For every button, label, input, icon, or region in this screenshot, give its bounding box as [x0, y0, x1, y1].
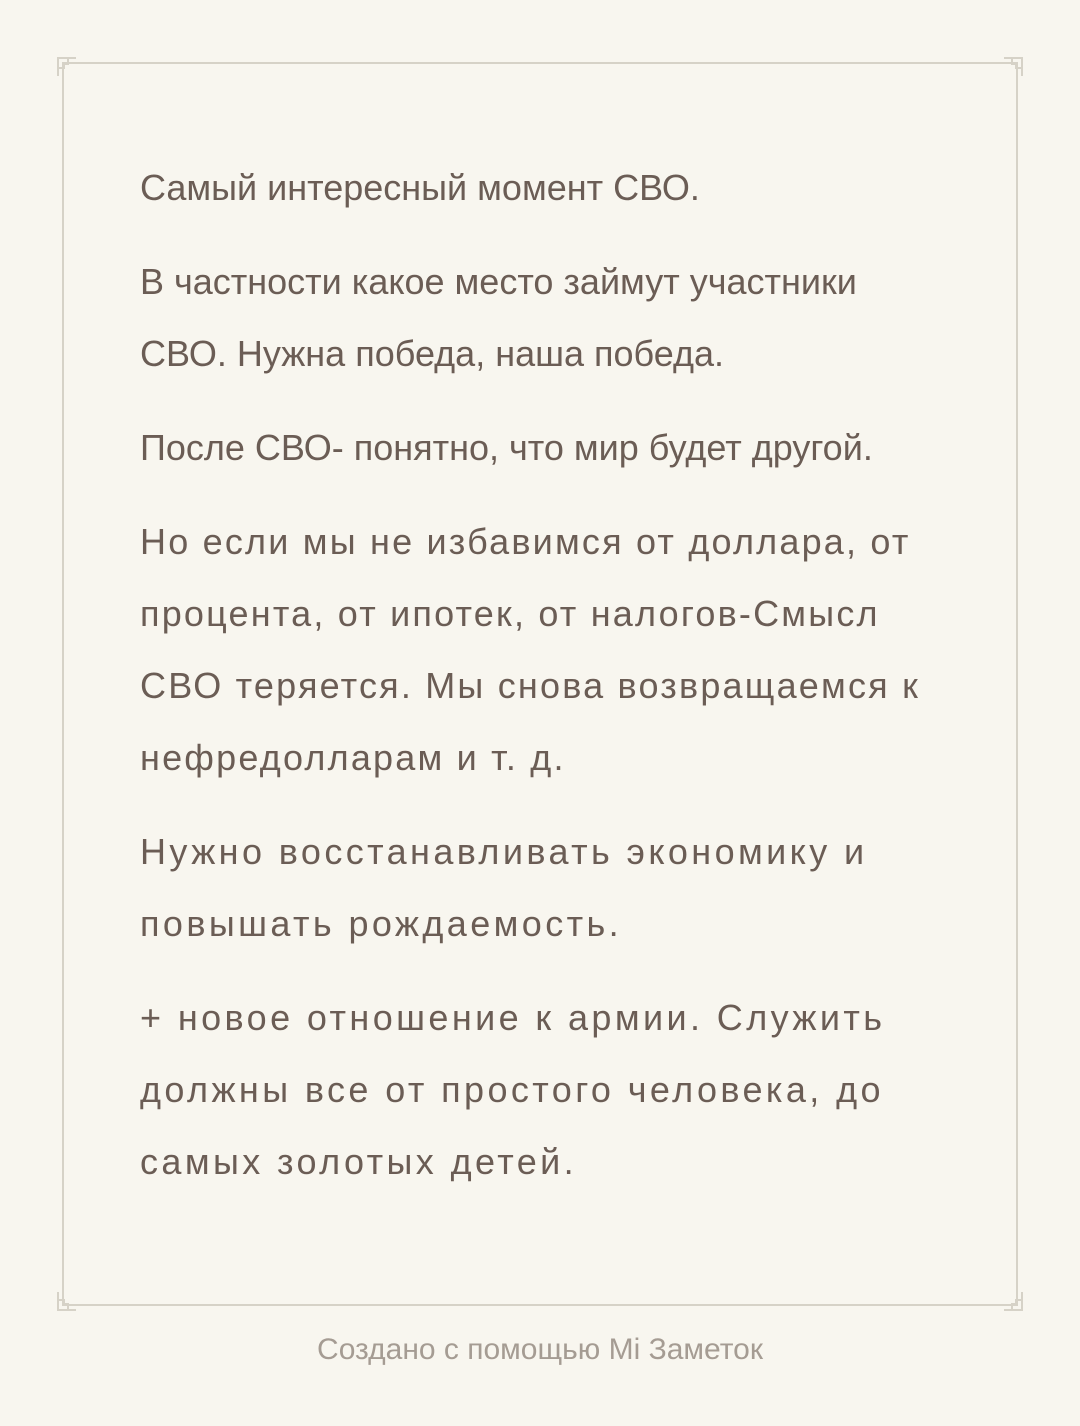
note-paragraph: Но если мы не избавимся от доллара, от процента, от ипотек, от налогов-Смысл СВО теряется. Мы снова возвращаемся к нефредолларам и т. д.: [140, 521, 921, 778]
corner-ornament-icon: [56, 56, 78, 78]
corner-ornament-icon: [56, 1290, 78, 1312]
note-paragraph: В частности какое место займут участники СВО. Нужна победа, наша победа.: [140, 261, 857, 374]
footer-watermark: Создано с помощью Mi Заметок: [317, 1333, 763, 1366]
note-paragraph: Нужно восстанавливать экономику и повышать рождаемость.: [140, 831, 868, 944]
note-body: [140, 152, 940, 1220]
note-paragraph: + новое отношение к армии. Служить должны все от простого человека, до самых золотых детей.: [140, 997, 886, 1182]
note-paragraph: Самый интересный момент СВО.: [140, 167, 700, 208]
note-paragraph: После СВО- понятно, что мир будет другой.: [140, 427, 873, 468]
corner-ornament-icon: [1002, 1290, 1024, 1312]
corner-ornament-icon: [1002, 56, 1024, 78]
